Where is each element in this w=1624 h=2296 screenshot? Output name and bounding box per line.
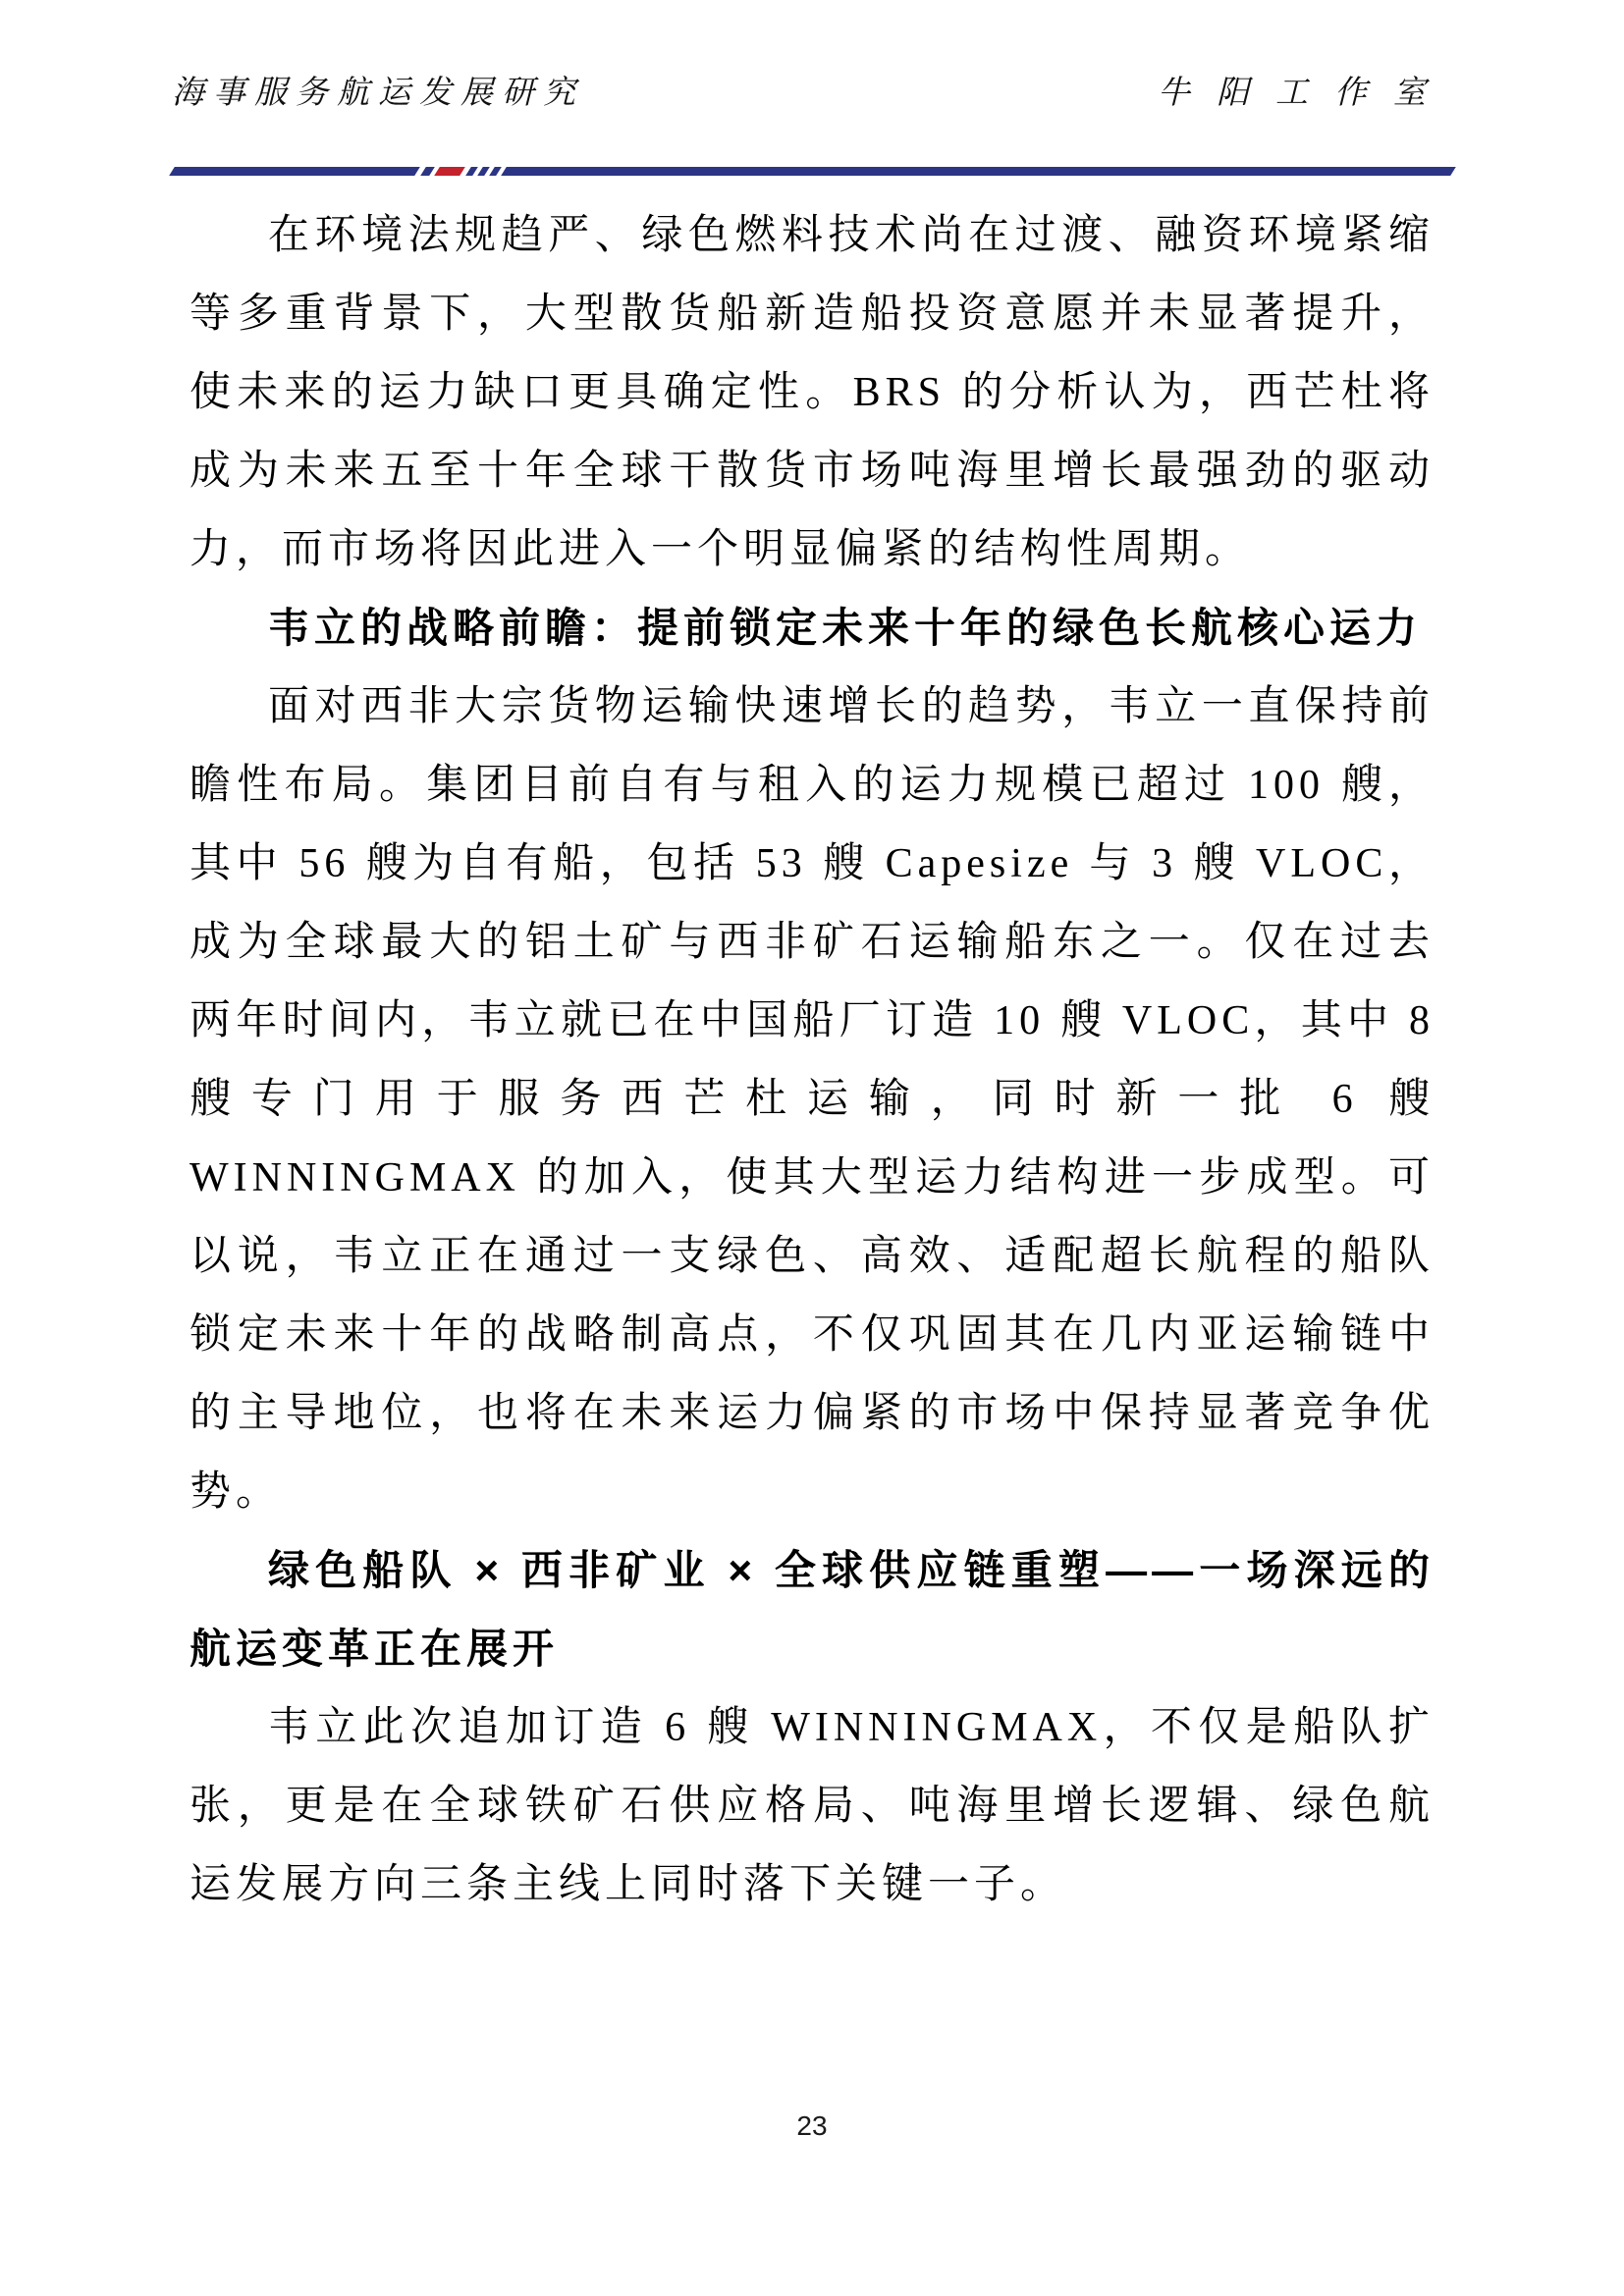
page-footer [0,2110,1624,2142]
divider-stripe [477,167,490,176]
paragraph-fleet-layout: 面对西非大宗货物运输快速增长的趋势，韦立一直保持前瞻性布局。集团目前自有与租入的运力规模已超过 100 艘，其中 56 艘为自有船，包括 53 艘 Capesize 与 3 艘 VLOC，成为全球最大的铝土矿与西非矿石运输船东之一。仅在过去两年时间内，韦立就已在中国船厂订造 10 艘 VLOC，其中 8 艘专门用于服务西芒杜运输，同时新一批 6 艘 WINNINGMAX 的加入，使其大型运力结构进一步成型。可以说，韦立正在通过一支绿色、高效、适配超长航程的船队锁定未来十年的战略制高点，不仅巩固其在几内亚运输链中的主导地位，也将在未来运力偏紧的市场中保持显著竞争优势。 [189,684,1435,1515]
divider-bar-right [501,167,1456,176]
paragraph-environment-background: 在环境法规趋严、绿色燃料技术尚在过渡、融资环境紧缩等多重背景下，大型散货船新造船投资意愿并未显著提升，使未来的运力缺口更具确定性。BRS 的分析认为，西芒杜将成为未来五至十年全球干散货市场吨海里增长最强劲的驱动力，而市场将因此进入一个明显偏紧的结构性周期。 [189,213,1435,572]
divider-bar-left [169,167,420,176]
section-heading-strategy: 韦立的战略前瞻：提前锁定未来十年的绿色长航核心运力 [268,605,1423,651]
page-header [172,67,1452,113]
paragraph-order-significance: 韦立此次追加订造 6 艘 WINNINGMAX，不仅是船队扩张，更是在全球铁矿石供应格局、吨海里增长逻辑、绿色航运发展方向三条主线上同时落下关键一子。 [189,1705,1435,1907]
divider-red-accent [434,167,465,176]
divider-stripe [489,167,502,176]
page-number: 23 [796,2110,828,2141]
header-left-title: 海事服务航运发展研究 [172,76,584,111]
header-divider-rule [172,167,1453,176]
section-heading-green-fleet: 绿色船队 × 西非矿业 × 全球供应链重塑——一场深远的航运变革正在展开 [189,1547,1435,1672]
document-body [189,196,1435,1924]
header-right-title: 牛阳工作室 [1158,76,1452,111]
